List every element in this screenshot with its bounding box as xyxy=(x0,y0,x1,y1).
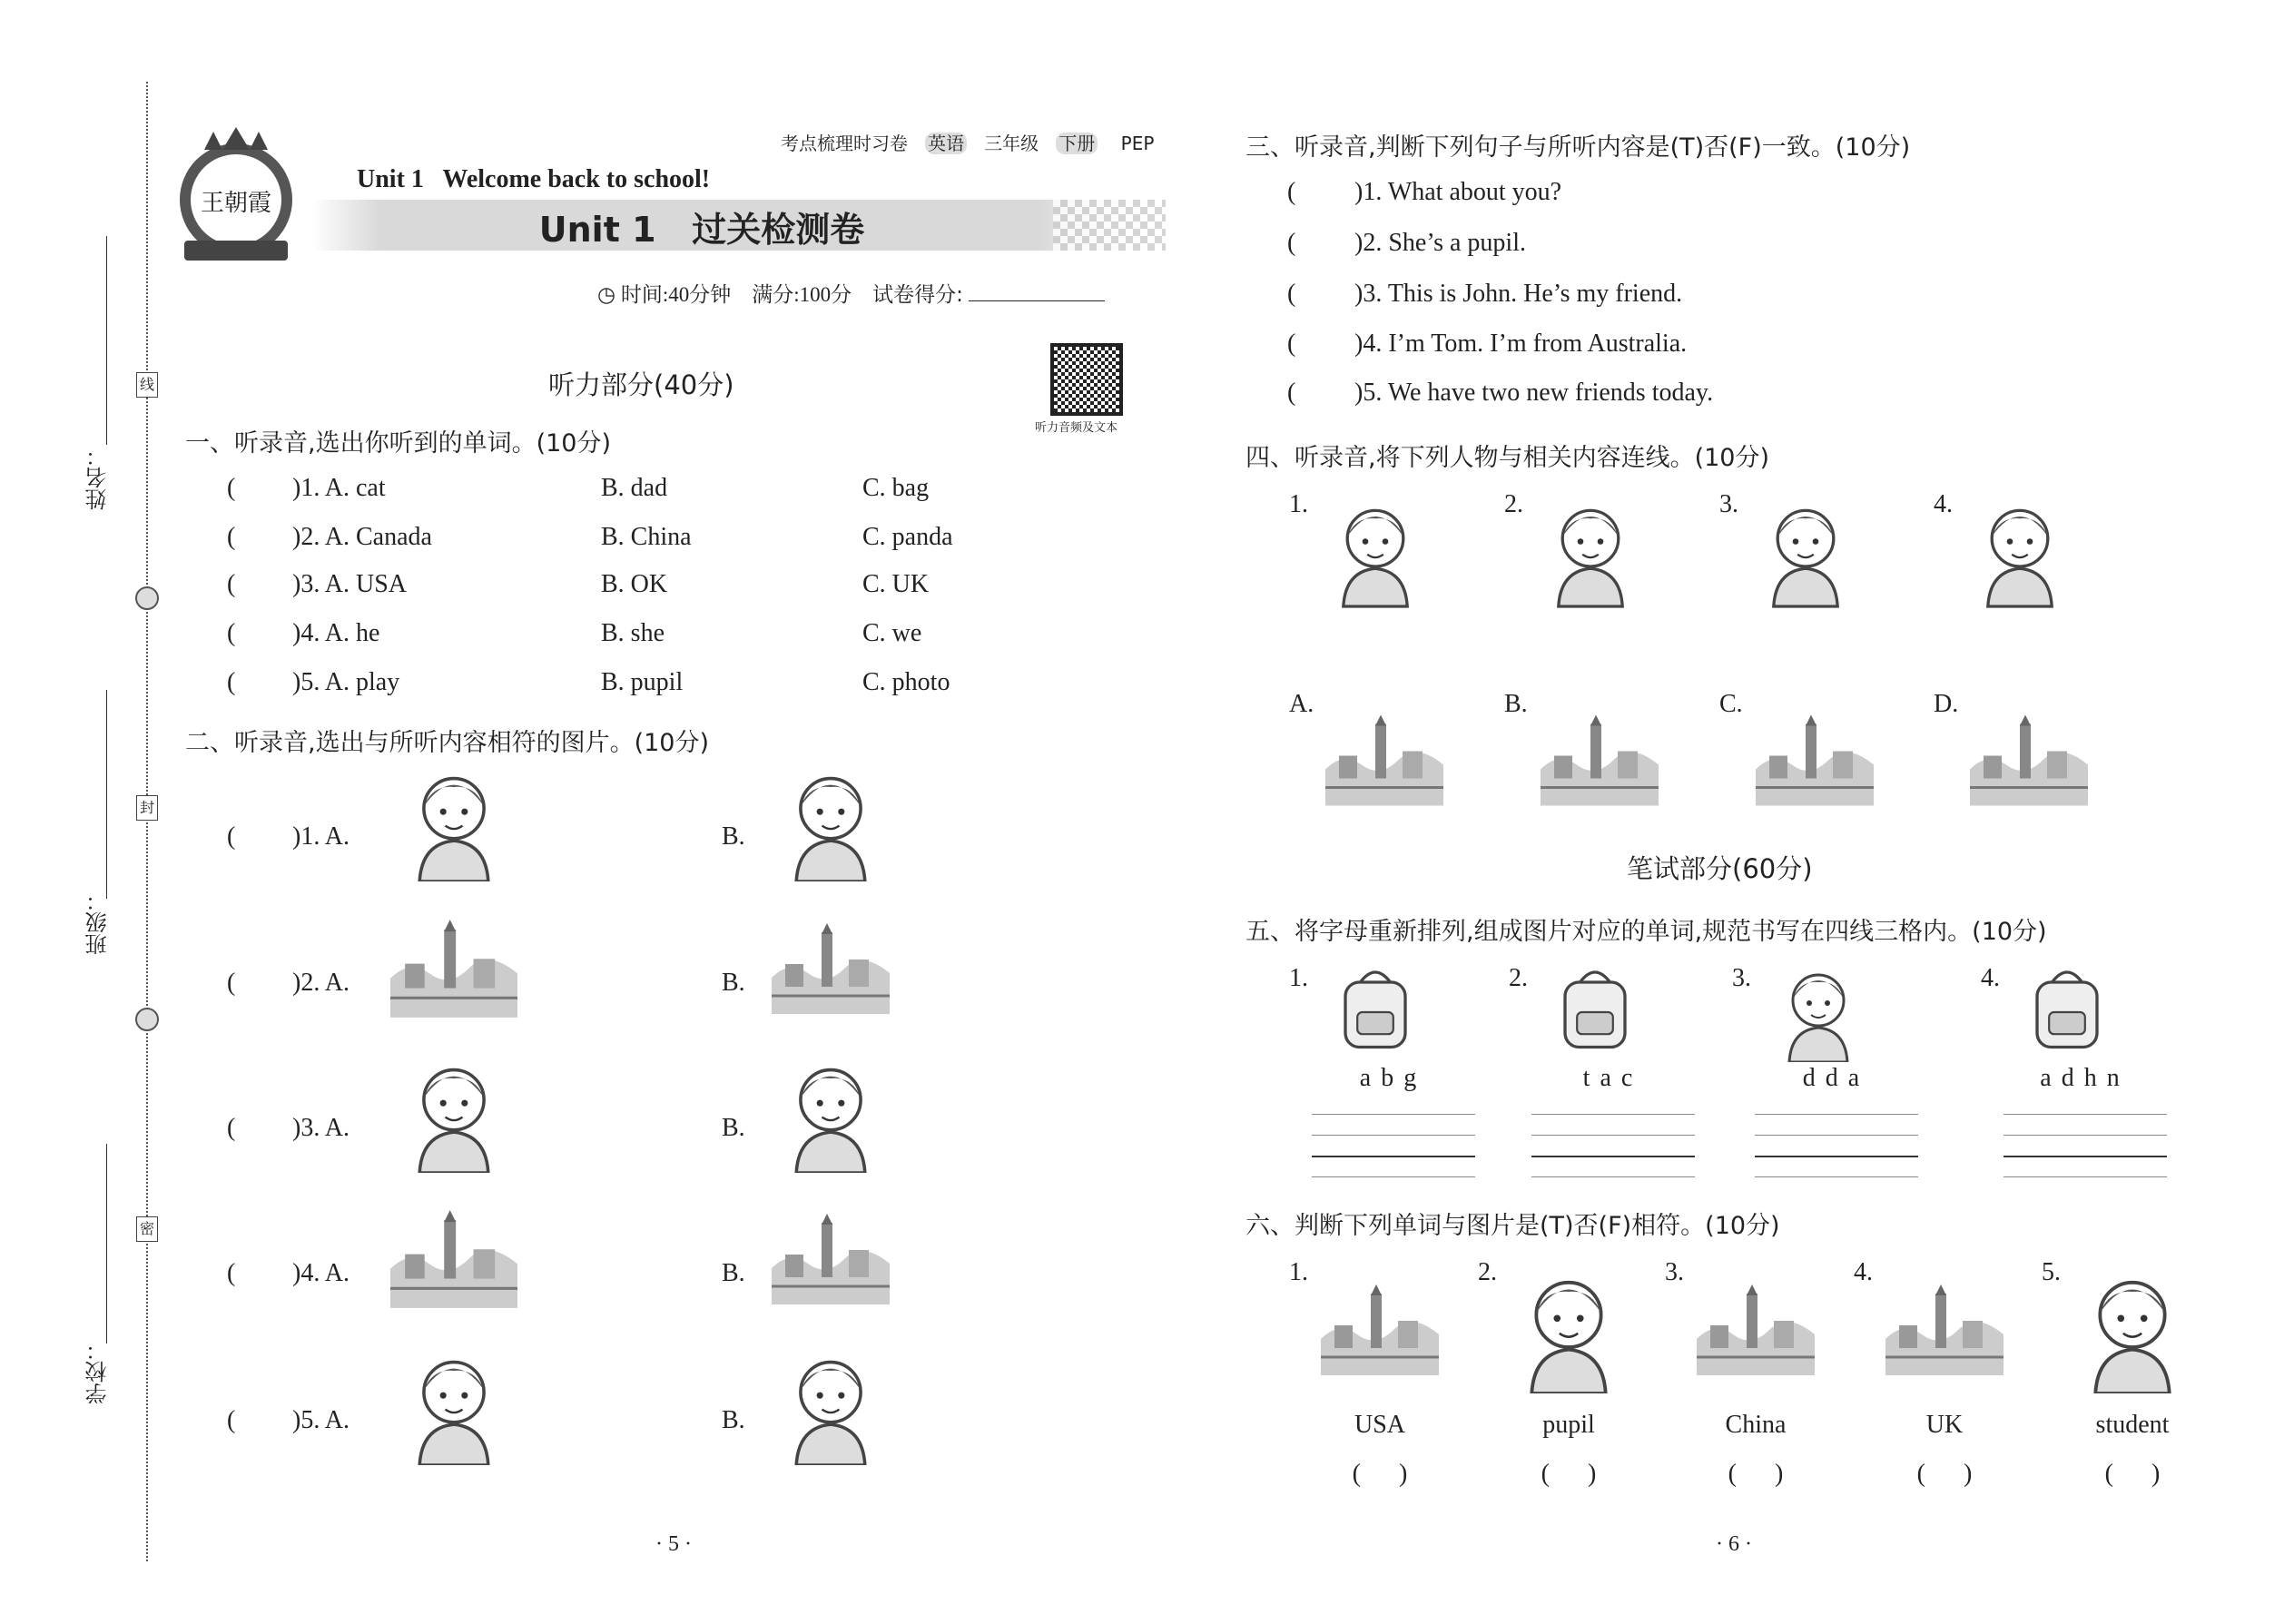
option-a-label: )5. A. xyxy=(292,1406,350,1434)
option-c[interactable]: C. photo xyxy=(862,668,950,696)
person-number: 1. xyxy=(1289,490,1308,518)
girl-waving-image xyxy=(772,763,890,881)
option-b[interactable]: B. OK xyxy=(601,570,668,598)
item-number: 1. xyxy=(1289,1258,1308,1286)
writing-guide-line xyxy=(1312,1114,1475,1115)
section-1-title: 一、听录音,选出你听到的单词。(10分) xyxy=(185,429,612,458)
answer-paren-open: ( xyxy=(227,1114,236,1142)
scrambled-letters: a d h n xyxy=(2040,1064,2122,1092)
statement: )5. We have two new friends today. xyxy=(1354,379,1714,407)
writing-lines[interactable] xyxy=(2004,1112,2167,1177)
item-number: 1. xyxy=(1289,964,1308,992)
writing-section-title: 笔试部分(60分) xyxy=(1627,853,1813,884)
teacher-image xyxy=(2073,1266,2191,1393)
writing-guide-line xyxy=(1312,1176,1475,1177)
edition: PEP xyxy=(1120,133,1155,154)
option-c[interactable]: C. panda xyxy=(862,523,953,551)
answer-paren[interactable]: ( ) xyxy=(1916,1460,1973,1488)
option-b[interactable]: B. pupil xyxy=(601,668,684,696)
writing-lines[interactable] xyxy=(1755,1112,1918,1177)
page-number-right: · 6 · xyxy=(1716,1532,1752,1556)
statement: )1. What about you? xyxy=(1354,178,1562,206)
place-4-image xyxy=(1970,704,2088,817)
place-2-image xyxy=(1541,704,1659,817)
bag-image xyxy=(1325,962,1425,1062)
teacher-image xyxy=(772,1055,890,1173)
scrambled-letters: t a c xyxy=(1582,1064,1635,1092)
page-title: Unit 1 过关检测卷 xyxy=(538,210,865,250)
binding-hole-icon xyxy=(135,1008,159,1031)
answer-paren-open: ( xyxy=(227,822,236,851)
binding-hole-icon xyxy=(135,586,159,610)
person-number: 2. xyxy=(1504,490,1523,518)
answer-paren-open: ( xyxy=(227,668,236,696)
full-score: 满分:100分 xyxy=(752,283,852,306)
name-underline xyxy=(106,236,107,445)
option-a-label: )4. A. xyxy=(292,1259,350,1287)
clock-icon: ◷ xyxy=(597,283,616,306)
grade: 三年级 xyxy=(984,133,1039,154)
qr-caption: 听力音频及文本 xyxy=(1035,421,1118,435)
item-number: 2. xyxy=(1509,964,1528,992)
school-underline xyxy=(106,1144,107,1343)
statement: )3. This is John. He’s my friend. xyxy=(1354,280,1683,308)
writing-guide-line xyxy=(2004,1135,2167,1136)
listening-section-title: 听力部分(40分) xyxy=(548,369,734,400)
option-b-label: B. xyxy=(722,1406,745,1434)
option-c[interactable]: C. bag xyxy=(862,474,930,502)
writing-guide-line xyxy=(1531,1114,1695,1115)
answer-paren-open: ( xyxy=(227,570,236,598)
option-b-label: B. xyxy=(722,1114,745,1142)
answer-paren-open: ( xyxy=(227,969,236,997)
dad-image xyxy=(1768,962,1868,1062)
big-ben-image xyxy=(1885,1266,2004,1393)
word-label: UK xyxy=(1925,1411,1964,1439)
writing-guide-line xyxy=(1531,1156,1695,1157)
cn-tower-image xyxy=(390,1200,517,1318)
writing-guide-line xyxy=(1755,1135,1918,1136)
score-label: 试卷得分: xyxy=(872,283,963,307)
person-1-image xyxy=(1325,495,1425,608)
option-a[interactable]: )3. A. USA xyxy=(292,570,408,598)
writing-guide-line xyxy=(1531,1176,1695,1177)
writing-guide-line xyxy=(1755,1176,1918,1177)
golden-gate-bridge-image xyxy=(772,1200,890,1318)
option-b[interactable]: B. dad xyxy=(601,474,668,502)
option-a[interactable]: )1. A. cat xyxy=(292,474,386,502)
place-letter: A. xyxy=(1289,690,1314,718)
answer-paren[interactable]: ( ) xyxy=(1541,1460,1597,1488)
statement: )2. She’s a pupil. xyxy=(1354,229,1526,257)
name-label: 姓名： xyxy=(85,445,111,510)
cut-mark-line: 线 xyxy=(136,372,158,398)
item-number: 4. xyxy=(1981,964,2000,992)
item-number: 3. xyxy=(1732,964,1751,992)
time-limit: 时间:40分钟 xyxy=(620,283,732,306)
class-underline xyxy=(106,690,107,899)
boy-schoolbag-image xyxy=(772,1347,890,1465)
writing-guide-line xyxy=(1755,1114,1918,1115)
writing-lines[interactable] xyxy=(1312,1112,1475,1177)
girl-schoolbag-image xyxy=(390,1347,517,1465)
option-b-label: B. xyxy=(722,969,745,997)
word-label: pupil xyxy=(1542,1411,1595,1439)
scrambled-letters: d d a xyxy=(1802,1064,1862,1092)
writing-guide-line xyxy=(1531,1135,1695,1136)
subject: 英语 xyxy=(925,133,967,154)
item-number: 5. xyxy=(2042,1258,2061,1286)
series-info xyxy=(781,129,1154,155)
section-5-title: 五、将字母重新排列,组成图片对应的单词,规范书写在四线三格内。(10分) xyxy=(1245,918,2047,946)
person-2-image xyxy=(1541,495,1640,608)
place-3-image xyxy=(1756,704,1874,817)
answer-paren[interactable]: ( ) xyxy=(1728,1460,1784,1488)
school-label: 学校： xyxy=(85,1339,111,1404)
answer-paren-open: ( xyxy=(227,474,236,502)
option-a-label: )2. A. xyxy=(292,969,350,997)
word-label: China xyxy=(1725,1411,1787,1439)
place-letter: D. xyxy=(1934,690,1959,718)
section-6-title: 六、判断下列单词与图片是(T)否(F)相符。(10分) xyxy=(1245,1212,1780,1240)
option-a[interactable]: )2. A. Canada xyxy=(292,523,432,551)
hand-image xyxy=(2017,962,2117,1062)
option-b[interactable]: B. China xyxy=(601,523,692,551)
place-1-image xyxy=(1325,704,1443,817)
answer-paren-open: ( xyxy=(1287,280,1296,308)
place-letter: C. xyxy=(1719,690,1743,718)
sydney-opera-house-image xyxy=(390,910,517,1028)
boy-image xyxy=(1510,1266,1628,1393)
writing-guide-line xyxy=(1312,1135,1475,1136)
class-label: 班级： xyxy=(85,890,111,955)
brand-logo xyxy=(168,127,304,272)
writing-lines[interactable] xyxy=(1531,1112,1695,1177)
section-4-title: 四、听录音,将下列人物与相关内容连线。(10分) xyxy=(1245,444,1770,472)
person-4-image xyxy=(1970,495,2070,608)
answer-paren-open: ( xyxy=(1287,178,1296,206)
answer-paren-open: ( xyxy=(227,1406,236,1434)
item-number: 4. xyxy=(1854,1258,1873,1286)
boy-pointing-image xyxy=(390,763,517,881)
cut-mark-secret: 密 xyxy=(136,1216,158,1242)
place-letter: B. xyxy=(1504,690,1528,718)
page-number-left: · 5 · xyxy=(655,1532,692,1556)
person-number: 4. xyxy=(1934,490,1953,518)
option-a-label: )3. A. xyxy=(292,1114,350,1142)
unit-subtitle: Unit 1 Welcome back to school! xyxy=(357,165,711,193)
person-3-image xyxy=(1756,495,1856,608)
writing-guide-line xyxy=(2004,1114,2167,1115)
option-a-label: )1. A. xyxy=(292,822,350,851)
option-b-label: B. xyxy=(722,822,745,851)
exam-meta xyxy=(597,278,1105,308)
binding-line xyxy=(146,82,148,1561)
option-c[interactable]: C. UK xyxy=(862,570,930,598)
cn-tower-image xyxy=(1321,1266,1439,1393)
great-wall-image xyxy=(772,910,890,1028)
word-label: USA xyxy=(1354,1411,1405,1439)
option-b[interactable]: B. she xyxy=(601,619,665,647)
option-c[interactable]: C. we xyxy=(862,619,922,647)
score-field[interactable] xyxy=(969,300,1105,301)
answer-paren-open: ( xyxy=(1287,229,1296,257)
writing-guide-line xyxy=(1755,1156,1918,1157)
svg-text:王朝霞: 王朝霞 xyxy=(200,190,272,217)
writing-guide-line xyxy=(2004,1156,2167,1157)
answer-paren-open: ( xyxy=(227,619,236,647)
answer-paren-open: ( xyxy=(1287,379,1296,407)
item-number: 2. xyxy=(1478,1258,1497,1286)
option-b-label: B. xyxy=(722,1259,745,1287)
writing-guide-line xyxy=(1312,1156,1475,1157)
answer-paren[interactable]: ( ) xyxy=(1352,1460,1408,1488)
writing-guide-line xyxy=(2004,1176,2167,1177)
option-a[interactable]: )4. A. he xyxy=(292,619,380,647)
answer-paren[interactable]: ( ) xyxy=(2104,1460,2161,1488)
cat-image xyxy=(1545,962,1645,1062)
cut-mark-seal: 封 xyxy=(136,795,158,821)
statement: )4. I’m Tom. I’m from Australia. xyxy=(1354,330,1688,358)
section-3-title: 三、听录音,判断下列句子与所听内容是(T)否(F)一致。(10分) xyxy=(1245,133,1911,162)
section-2-title: 二、听录音,选出与所听内容相符的图片。(10分) xyxy=(185,729,710,757)
item-number: 3. xyxy=(1665,1258,1684,1286)
qr-code[interactable] xyxy=(1050,343,1123,416)
option-a[interactable]: )5. A. play xyxy=(292,668,400,696)
golden-gate-bridge-image xyxy=(1697,1266,1815,1393)
answer-paren-open: ( xyxy=(227,523,236,551)
word-label: student xyxy=(2095,1411,2170,1439)
scrambled-letters: a b g xyxy=(1359,1064,1419,1092)
woman-image xyxy=(390,1055,517,1173)
person-number: 3. xyxy=(1719,490,1738,518)
term: 下册 xyxy=(1056,133,1098,154)
series-name: 考点梳理时习卷 xyxy=(781,133,908,154)
answer-paren-open: ( xyxy=(227,1259,236,1287)
answer-paren-open: ( xyxy=(1287,330,1296,358)
